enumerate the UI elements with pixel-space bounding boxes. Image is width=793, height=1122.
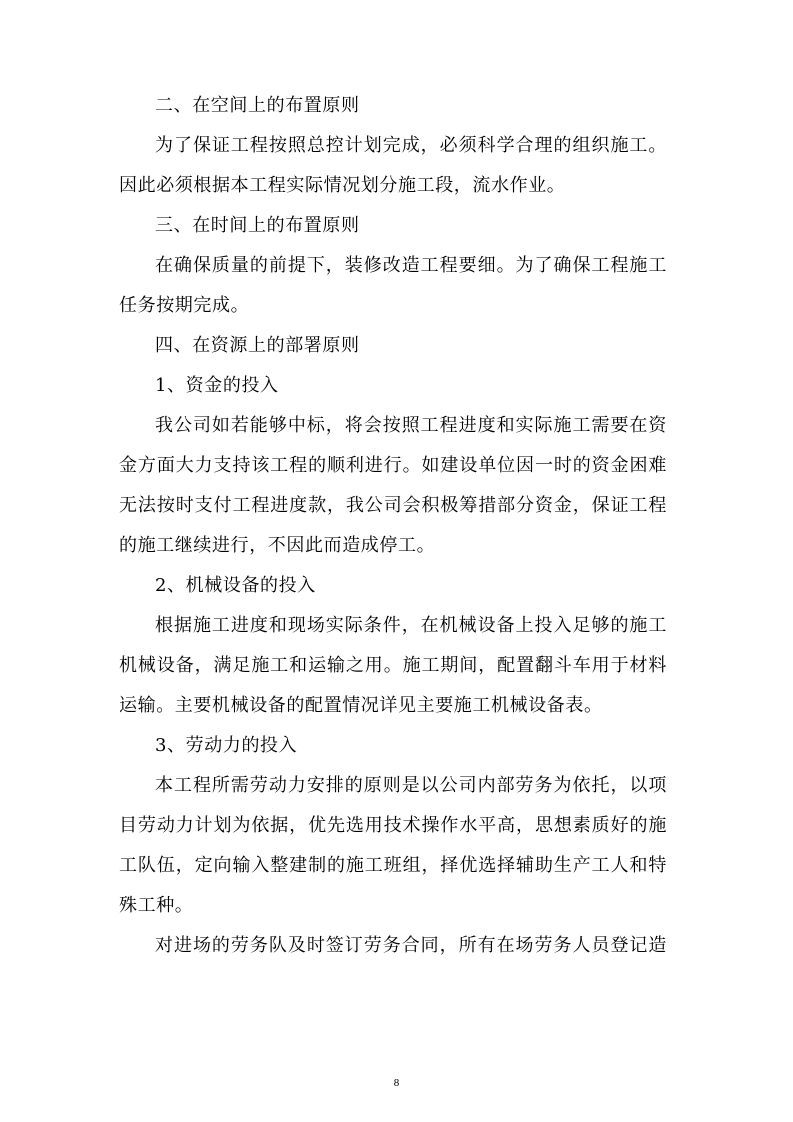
- text-line: 根据施工进度和现场实际条件，在机械设备上投入足够的施工: [155, 615, 667, 636]
- text-line: 3、劳动力的投入: [155, 735, 298, 756]
- text-line: 的施工继续进行，不因此而造成停工。: [119, 535, 436, 556]
- text-line: 三、在时间上的布置原则: [155, 215, 360, 236]
- text-line: 为了保证工程按照总控计划完成，必须科学合理的组织施工。: [155, 135, 667, 156]
- text-line: 因此必须根据本工程实际情况划分施工段，流水作业。: [119, 175, 566, 196]
- text-line: 机械设备，满足施工和运输之用。施工期间，配置翻斗车用于材料: [119, 655, 667, 676]
- text-line: 无法按时支付工程进度款，我公司会积极筹措部分资金，保证工程: [119, 495, 667, 516]
- text-line: 工队伍，定向输入整建制的施工班组，择优选择辅助生产工人和特: [119, 855, 667, 876]
- document-body: [119, 86, 667, 966]
- text-line: 二、在空间上的布置原则: [155, 95, 360, 116]
- text-line: 我公司如若能够中标，将会按照工程进度和实际施工需要在资: [155, 415, 667, 436]
- text-line: 殊工种。: [119, 895, 194, 916]
- text-line: 任务按期完成。: [119, 295, 250, 316]
- text-line: 金方面大力支持该工程的顺利进行。如建设单位因一时的资金困难: [119, 455, 667, 476]
- text-line: 目劳动力计划为依据，优先选用技术操作水平高，思想素质好的施: [119, 815, 667, 836]
- text-line: 在确保质量的前提下，装修改造工程要细。为了确保工程施工: [155, 255, 667, 276]
- text-line: 1、资金的投入: [155, 375, 279, 396]
- text-line: 本工程所需劳动力安排的原则是以公司内部劳务为依托，以项: [155, 775, 667, 796]
- text-line: 2、机械设备的投入: [155, 575, 316, 596]
- text-line: 运输。主要机械设备的配置情况详见主要施工机械设备表。: [119, 695, 603, 716]
- text-line: 对进场的劳务队及时签订劳务合同，所有在场劳务人员登记造: [155, 935, 667, 956]
- page-number: 8: [393, 1077, 400, 1089]
- text-line: 四、在资源上的部署原则: [155, 335, 360, 356]
